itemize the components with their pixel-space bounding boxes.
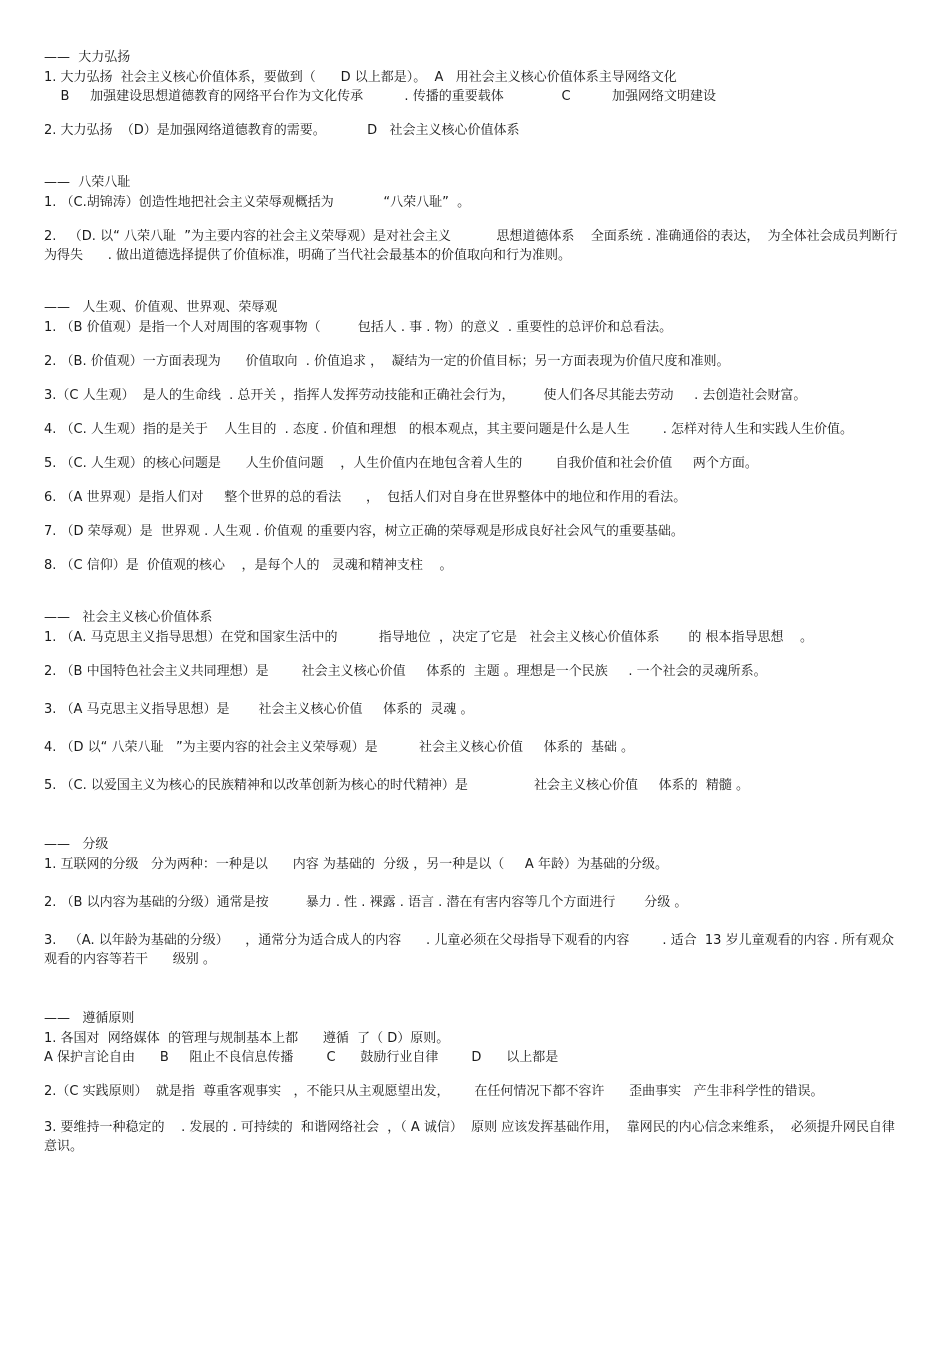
- question-item: 5. （C. 以爱国主义为核心的民族精神和以改革创新为核心的时代精神）是 社会主义核心价值 体系的 精髓 。: [44, 778, 750, 793]
- question-item: 8. （C 信仰）是 价值观的核心 ，是每个人的 灵魂和精神支柱 。: [44, 558, 453, 573]
- section-heading: —— 遵循原则: [44, 1011, 135, 1026]
- question-item: 3. （A. 以年龄为基础的分级） ，通常分为适合成人的内容 . 儿童必须在父母指导下观看的内容 . 适合 13 岁儿童观看的内容 . 所有观众观看的内容等若干 级别 。: [44, 933, 894, 967]
- section-heading: —— 大力弘扬: [44, 50, 131, 65]
- question-item: 3. （A 马克思主义指导思想）是 社会主义核心价值 体系的 灵魂 。: [44, 702, 474, 717]
- question-item: 3. 要维持一种稳定的 . 发展的 . 可持续的 和谐网络社会 ，（ A 诚信） 原则 应该发挥基础作用， 靠网民的内心信念来维系， 必须提升网民自律意识。: [44, 1120, 895, 1154]
- section-worldviews: [44, 298, 900, 575]
- question-item: 1. （C.胡锦涛）创造性地把社会主义荣辱观概括为 “八荣八耻” 。: [44, 195, 471, 210]
- question-line: 1. 大力弘扬 社会主义核心价值体系，要做到（ D 以上都是）。 A 用社会主义核心价值体系主导网络文化: [44, 70, 677, 85]
- question-item: 2. （D. 以“ 八荣八耻 ”为主要内容的社会主义荣辱观）是对社会主义 思想道德体系 全面系统 . 准确通俗的表达， 为全体社会成员判断行为得失 . 做出道德选择提供了价值标准，明确了当代社会最基本的价值取向和行为准则。: [44, 229, 898, 263]
- options-line: A 保护言论自由 B 阻止不良信息传播 C 鼓励行业自律 D 以上都是: [44, 1050, 559, 1065]
- section-heading: —— 分级: [44, 837, 109, 852]
- question-item: 2.（C 实践原则） 就是指 尊重客观事实 ，不能只从主观愿望出发， 在任何情况下都不容许 歪曲事实 产生非科学性的错误。: [44, 1084, 824, 1099]
- question-item: 1. 互联网的分级 分为两种：一种是以 内容 为基础的 分级 ，另一种是以（ A 年龄）为基础的分级。: [44, 857, 668, 872]
- document-page: [44, 48, 900, 1156]
- section-barong-bachi: [44, 173, 900, 265]
- question-item: 1. （A. 马克思主义指导思想）在党和国家生活中的 指导地位 ，决定了它是 社会主义核心价值体系 的 根本指导思想 。: [44, 630, 814, 645]
- question-item: 5. （C. 人生观）的核心问题是 人生价值问题 ，人生价值内在地包含着人生的 自我价值和社会价值 两个方面。: [44, 456, 758, 471]
- options-line: B 加强建设思想道德教育的网络平台作为文化传承 . 传播的重要载体 C 加强网络文明建设: [44, 89, 716, 104]
- question-line: 1. 各国对 网络媒体 的管理与规制基本上都 遵循 了（ D）原则。: [44, 1031, 450, 1046]
- question-item: 4. （D 以“ 八荣八耻 ”为主要内容的社会主义荣辱观）是 社会主义核心价值 体系的 基础 。: [44, 740, 635, 755]
- section-core-values: [44, 608, 900, 795]
- question-item: 1. （B 价值观）是指一个人对周围的客观事物（ 包括人 . 事 . 物）的意义 . 重要性的总评价和总看法。: [44, 320, 673, 335]
- section-heading: —— 社会主义核心价值体系: [44, 610, 213, 625]
- question-item: 6. （A 世界观）是指人们对 整个世界的总的看法 ， 包括人们对自身在世界整体中的地位和作用的看法。: [44, 490, 687, 505]
- question-item: 4. （C. 人生观）指的是关于 人生目的 . 态度 . 价值和理想 的根本观点，其主要问题是什么是人生 . 怎样对待人生和实践人生价值。: [44, 422, 854, 437]
- question-item: 2. （B 以内容为基础的分级）通常是按 暴力 . 性 . 裸露 . 语言 . 潜在有害内容等几个方面进行 分级 。: [44, 895, 688, 910]
- section-principles: [44, 1009, 900, 1156]
- question-item: 3.（C 人生观） 是人的生命线 . 总开关 ，指挥人发挥劳动技能和正确社会行为， 使人们各尽其能去劳动 . 去创造社会财富。: [44, 388, 807, 403]
- question-item: 2. 大力弘扬 （D）是加强网络道德教育的需要。 D 社会主义核心价值体系: [44, 123, 520, 138]
- section-dali-hongyang: [44, 48, 900, 140]
- question-item: 7. （D 荣辱观）是 世界观 . 人生观 . 价值观 的重要内容，树立正确的荣辱观是形成良好社会风气的重要基础。: [44, 524, 684, 539]
- section-heading: —— 人生观、价值观、世界观、荣辱观: [44, 300, 278, 315]
- question-item: 2. （B. 价值观）一方面表现为 价值取向 . 价值追求 ， 凝结为一定的价值目标；另一方面表现为价值尺度和准则。: [44, 354, 730, 369]
- question-item: 2. （B 中国特色社会主义共同理想）是 社会主义核心价值 体系的 主题 。理想是一个民族 . 一个社会的灵魂所系。: [44, 664, 767, 679]
- section-grading: [44, 835, 900, 969]
- section-heading: —— 八荣八耻: [44, 175, 131, 190]
